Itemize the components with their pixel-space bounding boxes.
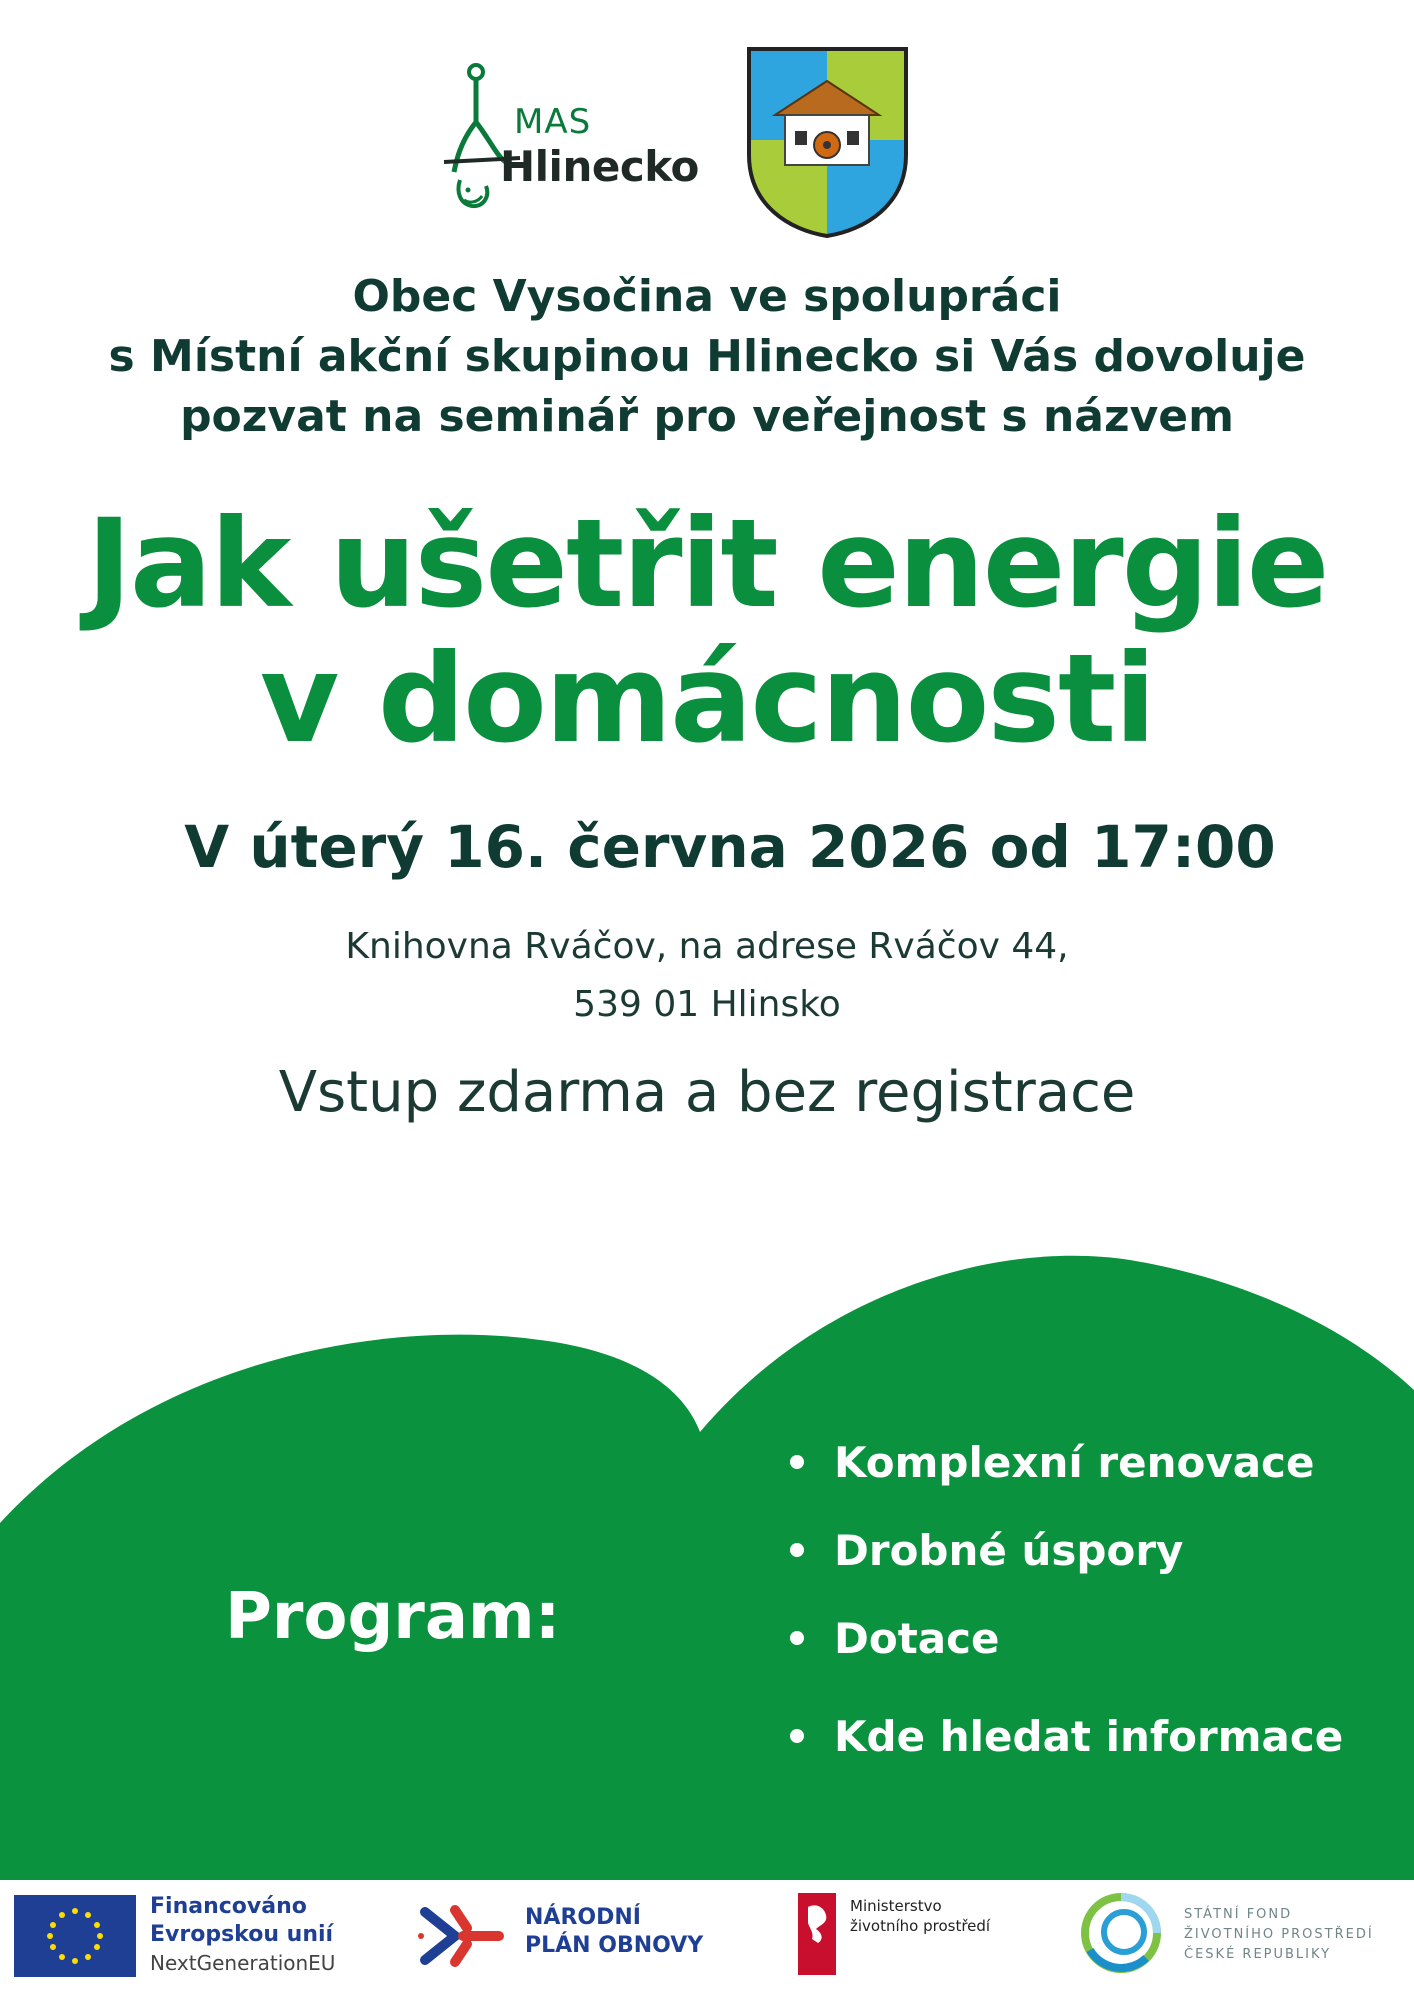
program-item <box>790 1712 1343 1761</box>
mzp-line-2: životního prostředí <box>850 1917 991 1935</box>
npo-line-1: NÁRODNÍ <box>525 1905 641 1930</box>
mas-logo-text: MAS <box>514 102 592 142</box>
crest-shield-icon <box>745 45 910 240</box>
program-item <box>790 1438 1314 1487</box>
bullet-icon <box>790 1729 804 1743</box>
bullet-icon <box>790 1455 804 1469</box>
eu-flag-icon <box>14 1895 136 1977</box>
program-label: Program: <box>225 1580 561 1654</box>
eu-funding-line-1: Financováno <box>150 1894 307 1919</box>
intro-line-1: Obec Vysočina ve spolupráci <box>352 271 1062 322</box>
headline-line-2: v domácnosti <box>259 628 1155 770</box>
npo-logo-icon <box>415 1898 505 1974</box>
sfzp-logo-text <box>1184 1905 1374 1965</box>
eu-funding-line-2: Evropskou unií <box>150 1922 334 1947</box>
intro-line-3: pozvat na seminář pro veřejnost s názvem <box>180 391 1234 442</box>
sfzp-line-2: ŽIVOTNÍHO PROSTŘEDÍ <box>1184 1927 1374 1942</box>
program-item-label: Drobné úspory <box>834 1526 1184 1575</box>
bullet-icon <box>790 1631 804 1645</box>
sfzp-logo-icon <box>1080 1892 1162 1974</box>
headline-line-1: Jak ušetřit energie <box>86 493 1328 635</box>
event-address-line-1: Knihovna Rváčov, na adrese Rváčov 44, <box>345 926 1069 967</box>
program-item <box>790 1614 1000 1663</box>
bullet-icon <box>790 1543 804 1557</box>
program-item-label: Kde hledat informace <box>834 1712 1344 1761</box>
eu-funding-line-3: NextGenerationEU <box>150 1951 336 1975</box>
npo-logo-text <box>525 1904 703 1960</box>
mzp-logo-text <box>850 1896 990 1936</box>
sfzp-line-1: STÁTNÍ FOND <box>1184 1907 1293 1922</box>
entry-info: Vstup zdarma a bez registrace <box>278 1060 1136 1125</box>
mas-hlinecko-logo <box>440 62 700 212</box>
village-crest-logo <box>745 45 910 240</box>
npo-line-2: PLÁN OBNOVY <box>525 1933 704 1958</box>
hlinecko-logo-text: Hlinecko <box>500 142 699 191</box>
event-address-line-2: 539 01 Hlinsko <box>573 984 841 1025</box>
sfzp-line-3: ČESKÉ REPUBLIKY <box>1184 1947 1332 1962</box>
mzp-lion-icon <box>798 1893 836 1975</box>
program-item <box>790 1526 1183 1575</box>
program-item-label: Komplexní renovace <box>834 1438 1315 1487</box>
intro-line-2: s Místní akční skupinou Hlinecko si Vás dovoluje <box>108 331 1306 382</box>
green-wave-background <box>0 1250 1414 1880</box>
event-date: V úterý 16. června 2026 od 17:00 <box>184 813 1276 881</box>
mzp-line-1: Ministerstvo <box>850 1897 942 1915</box>
eu-funding-text <box>150 1893 335 1977</box>
program-item-label: Dotace <box>834 1614 1000 1663</box>
